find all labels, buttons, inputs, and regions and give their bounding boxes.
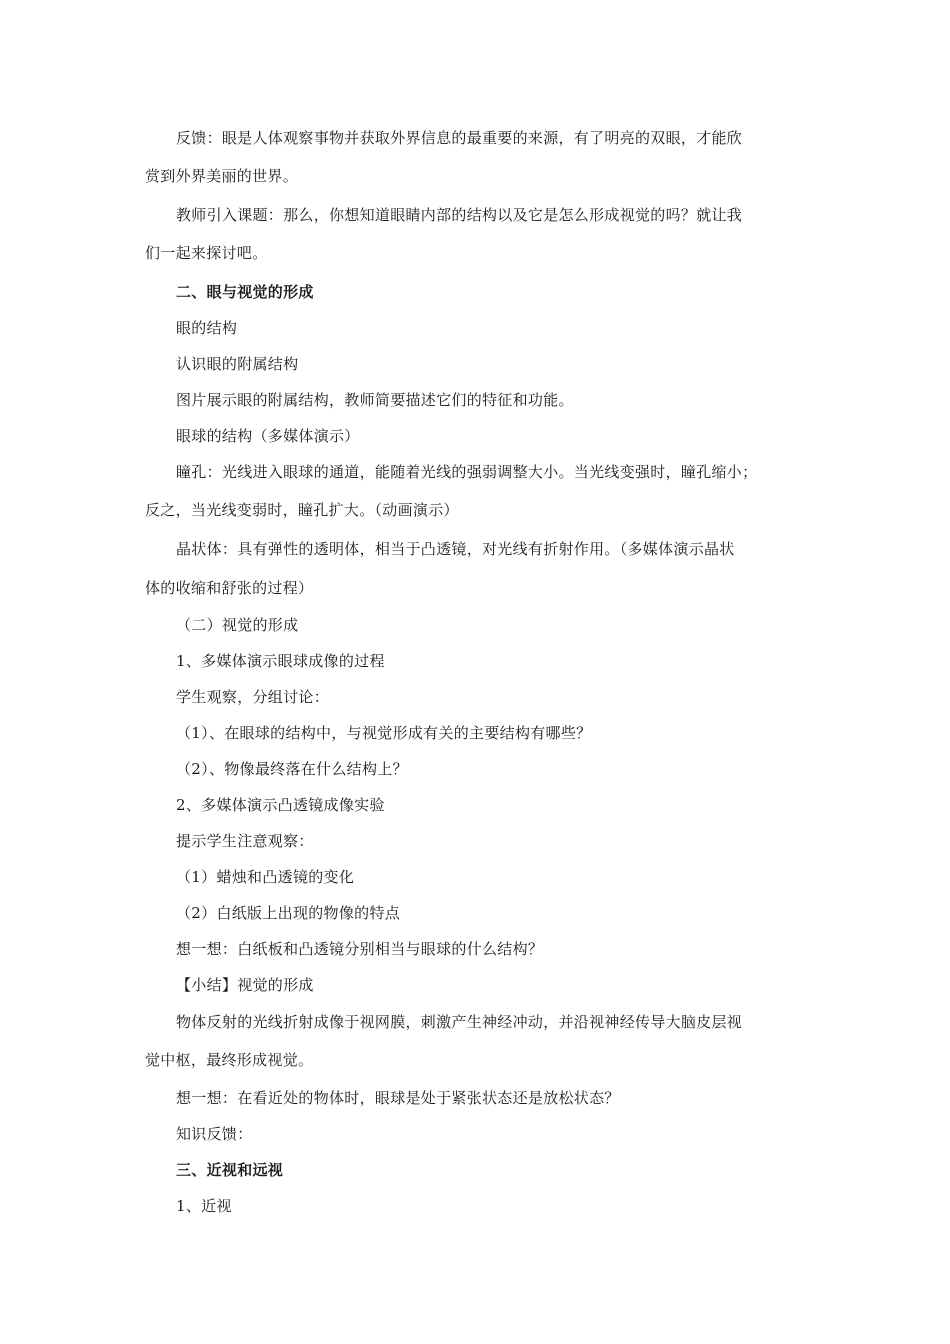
- line-eyeball-structure: 眼球的结构（多媒体演示）: [176, 427, 360, 445]
- section-heading-myopia-hyperopia: 三、近视和远视: [176, 1161, 284, 1179]
- line-think-2: 想一想：在看近处的物体时，眼球是处于紧张状态还是放松状态？: [176, 1089, 620, 1107]
- subheading-vision-formation: （二）视觉的形成: [176, 616, 299, 634]
- paragraph-lens-line2: 体的收缩和舒张的过程）: [145, 579, 314, 597]
- line-picture-display: 图片展示眼的附属结构，教师简要描述它们的特征和功能。: [176, 391, 574, 409]
- paragraph-intro-line2: 们一起来探讨吧。: [145, 244, 268, 262]
- paragraph-feedback-line1: 反馈：眼是人体观察事物并获取外界信息的最重要的来源，有了明亮的双眼，才能欣: [176, 129, 743, 147]
- line-myopia: 1、近视: [176, 1197, 232, 1215]
- paragraph-pupil-line1: 瞳孔：光线进入眼球的通道，能随着光线的强弱调整大小。当光线变强时，瞳孔缩小；: [176, 463, 758, 481]
- section-heading-eye-vision: 二、眼与视觉的形成: [176, 283, 314, 301]
- line-think-1: 想一想：白纸板和凸透镜分别相当与眼球的什么结构？: [176, 940, 544, 958]
- line-observe-prompt: 提示学生注意观察：: [176, 832, 314, 850]
- line-demo-convex-lens: 2、多媒体演示凸透镜成像实验: [176, 796, 385, 814]
- line-demo-eyeball-imaging: 1、多媒体演示眼球成像的过程: [176, 652, 385, 670]
- paragraph-lens-line1: 晶状体：具有弹性的透明体，相当于凸透镜，对光线有折射作用。（多媒体演示晶状: [176, 540, 735, 558]
- observe-item-2: （2）白纸版上出现的物像的特点: [176, 904, 401, 922]
- line-summary-heading: 【小结】视觉的形成: [176, 976, 314, 994]
- paragraph-summary-line2: 觉中枢，最终形成视觉。: [145, 1051, 314, 1069]
- line-accessory-structure: 认识眼的附属结构: [176, 355, 299, 373]
- paragraph-summary-line1: 物体反射的光线折射成像于视网膜，刺激产生神经冲动，并沿视神经传导大脑皮层视: [176, 1013, 743, 1031]
- line-knowledge-feedback: 知识反馈：: [176, 1125, 253, 1143]
- subheading-eye-structure: 眼的结构: [176, 319, 238, 337]
- line-student-discussion: 学生观察，分组讨论：: [176, 688, 330, 706]
- question-1: （1）、在眼球的结构中，与视觉形成有关的主要结构有哪些？: [176, 724, 592, 742]
- paragraph-feedback-line2: 赏到外界美丽的世界。: [145, 167, 299, 185]
- observe-item-1: （1）蜡烛和凸透镜的变化: [176, 868, 355, 886]
- paragraph-pupil-line2: 反之，当光线变弱时，瞳孔扩大。（动画演示）: [145, 501, 459, 519]
- paragraph-intro-line1: 教师引入课题：那么，你想知道眼睛内部的结构以及它是怎么形成视觉的吗？就让我: [176, 206, 743, 224]
- question-2: （2）、物像最终落在什么结构上？: [176, 760, 408, 778]
